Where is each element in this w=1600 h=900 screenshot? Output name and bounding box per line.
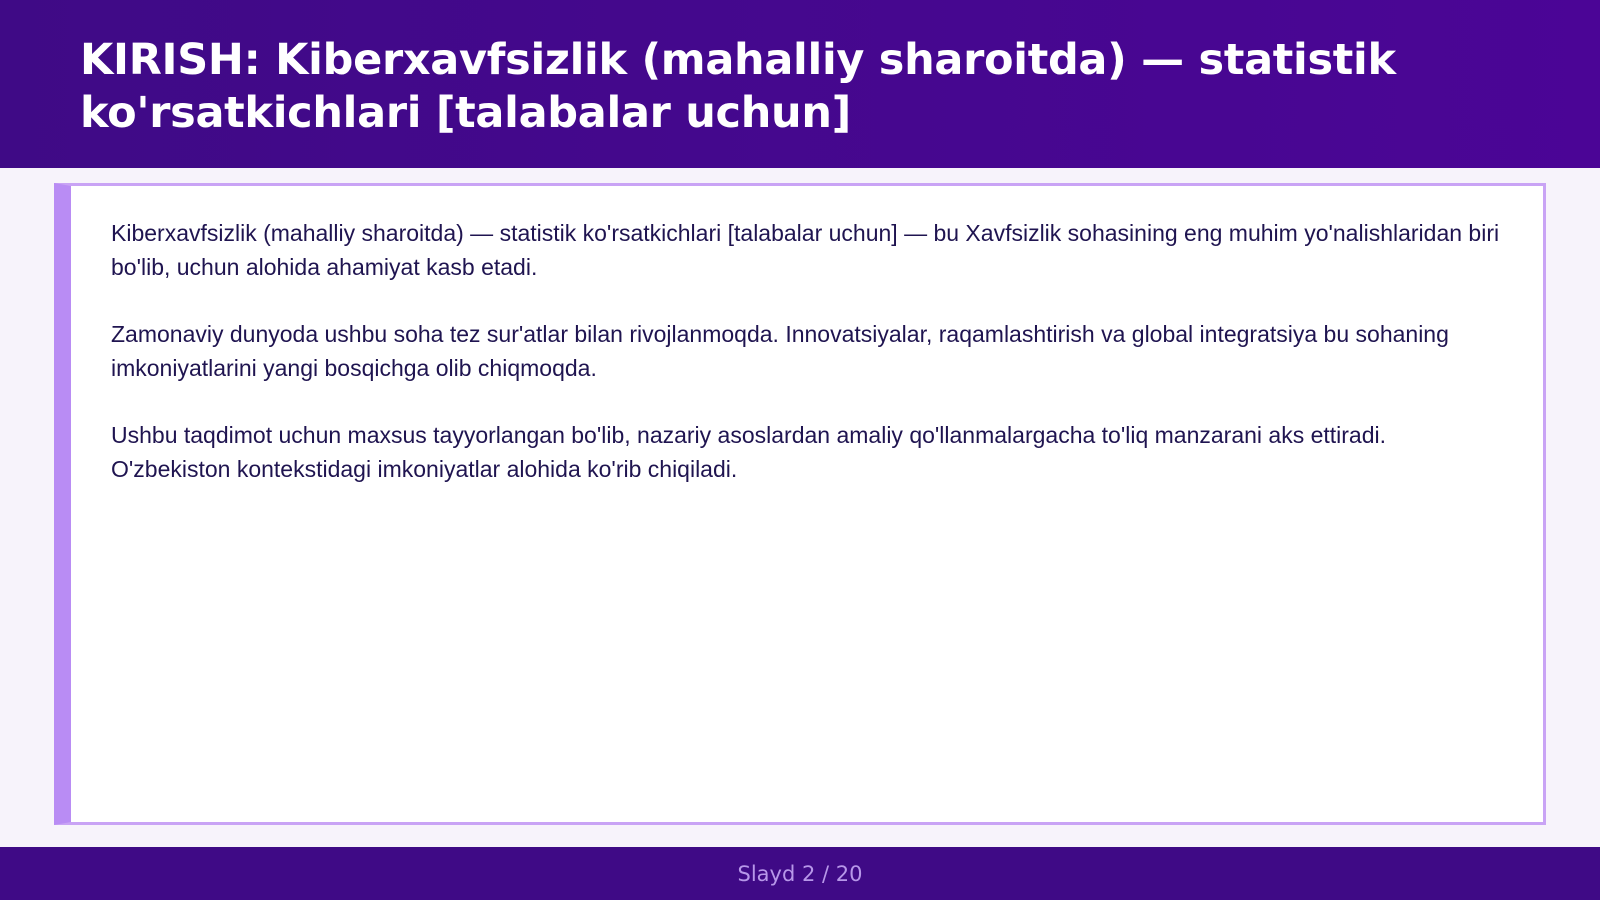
development-paragraph: Zamonaviy dunyoda ushbu soha tez sur'atlar bilan rivojlanmoqda. Innovatsiyalar, raqamlashtirish va global integratsiya bu sohaning imkoniyatlarini yangi bosqichga olib chiqmoqda. — [111, 321, 1449, 381]
presentation-paragraph: Ushbu taqdimot uchun maxsus tayyorlangan bo'lib, nazariy asoslardan amaliy qo'llanmalargacha to'liq manzarani aks ettiradi. O'zbekiston kontekstidagi imkoniyatlar alohida ko'rib chiqiladi. — [111, 422, 1387, 482]
content-body — [71, 186, 1543, 486]
slide-header — [0, 0, 1600, 168]
slide-title: KIRISH: Kiberxavfsizlik (mahalliy sharoitda) — statistik ko'rsatkichlari [talabalar uchun] — [80, 35, 1396, 138]
slide-footer — [0, 847, 1600, 900]
slide-counter: Slayd 2 / 20 — [737, 861, 863, 886]
content-panel — [54, 183, 1546, 825]
intro-paragraph: Kiberxavfsizlik (mahalliy sharoitda) — statistik ko'rsatkichlari [talabalar uchun] — bu Xavfsizlik sohasining eng muhim yo'nalishlaridan biri bo'lib, uchun alohida ahamiyat kasb etadi. — [111, 220, 1500, 280]
